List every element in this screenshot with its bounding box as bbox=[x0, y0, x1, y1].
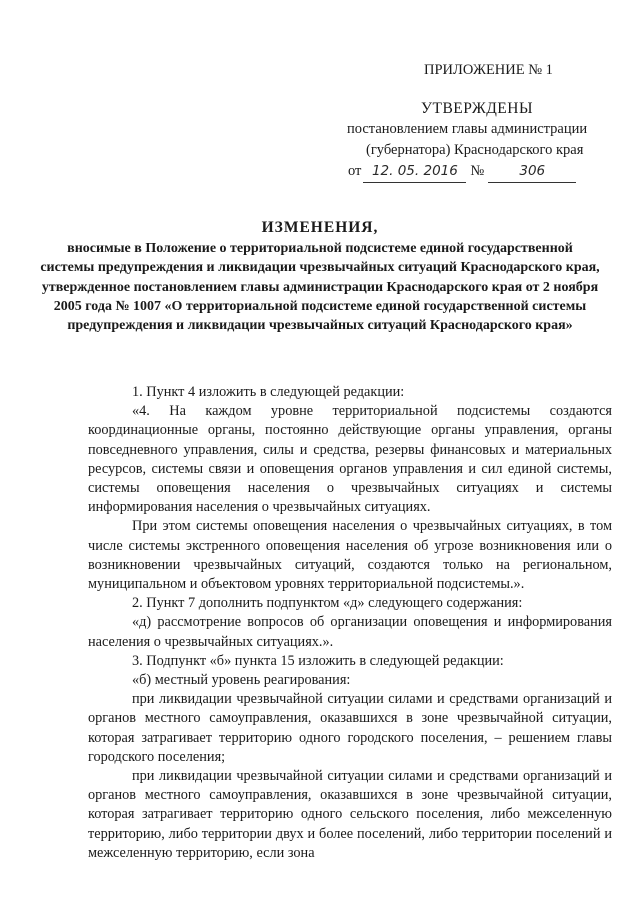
paragraph: при ликвидации чрезвычайной ситуации силами и средствами организаций и органов местного самоуправления, оказавшихся в зоне чрезвычайной ситуации, которая затрагивает территорию одного городского поселения, – решением главы городского поселения; bbox=[88, 691, 612, 765]
governor-line: (губернатора) Краснодарского края bbox=[366, 142, 584, 158]
title-heading: ИЗМЕНЕНИЯ, bbox=[261, 219, 379, 236]
paragraph: «б) местный уровень реагирования: bbox=[132, 672, 351, 689]
paragraph: при ликвидации чрезвычайной ситуации силами и средствами организаций и органов местного самоуправления, оказавшихся в зоне чрезвычайной ситуации, которая затрагивает территорию одного сельского поселения, либо межселенную территорию, либо территории двух и более поселений, либо территории поселений и межселенную территорию, если зона bbox=[88, 768, 612, 861]
approved-label: УТВЕРЖДЕНЫ bbox=[421, 100, 533, 117]
number-sign: № bbox=[470, 163, 485, 179]
paragraph: «4. На каждом уровне территориальной подсистемы создаются координационные органы, постоянно действующие органы управления, органы повседневного управления, силы и средства, резервы финансовых и материальных ресурсов, системы связи и оповещения органов управления и сил единой системы, системы оповещения населения о чрезвычайных ситуациях и системы информирования населения о чрезвычайных ситуациях. bbox=[88, 403, 612, 516]
paragraph: При этом системы оповещения населения о чрезвычайных ситуациях, в том числе системы экстренного оповещения населения об угрозе возникновения или о возникновении чрезвычайных ситуаций, создаются только на региональном, муниципальном и объектовом уровнях территориальной подсистемы.». bbox=[88, 518, 612, 593]
paragraph: 1. Пункт 4 изложить в следующей редакции: bbox=[132, 384, 405, 400]
paragraph: 2. Пункт 7 дополнить подпунктом «д» следующего содержания: bbox=[132, 595, 523, 612]
handwritten-number: 306 bbox=[488, 161, 576, 183]
document-body bbox=[88, 383, 612, 863]
date-number-line bbox=[348, 161, 576, 183]
paragraph: 3. Подпункт «б» пункта 15 изложить в следующей редакции: bbox=[132, 652, 504, 669]
document-title bbox=[40, 218, 600, 335]
paragraph: «д) рассмотрение вопросов об организации оповещения и информирования населения о чрезвычайных ситуациях.». bbox=[88, 614, 612, 650]
handwritten-date: 12. 05. 2016 bbox=[363, 161, 466, 183]
title-subtitle: вносимые в Положение о территориальной подсистеме единой государственной системы предупреждения и ликвидации чрезвычайных ситуаций Краснодарского края, утвержденное постановлением главы администрации Краснодарского края от 2 ноября 2005 года № 1007 «О территориальной подсистеме единой государственной системы предупреждения и ликвидации чрезвычайных ситуаций Краснодарского края» bbox=[40, 241, 600, 334]
appendix-label: ПРИЛОЖЕНИЕ № 1 bbox=[424, 62, 553, 78]
approved-by-line: постановлением главы администрации bbox=[347, 121, 588, 137]
date-prefix: от bbox=[348, 163, 362, 179]
